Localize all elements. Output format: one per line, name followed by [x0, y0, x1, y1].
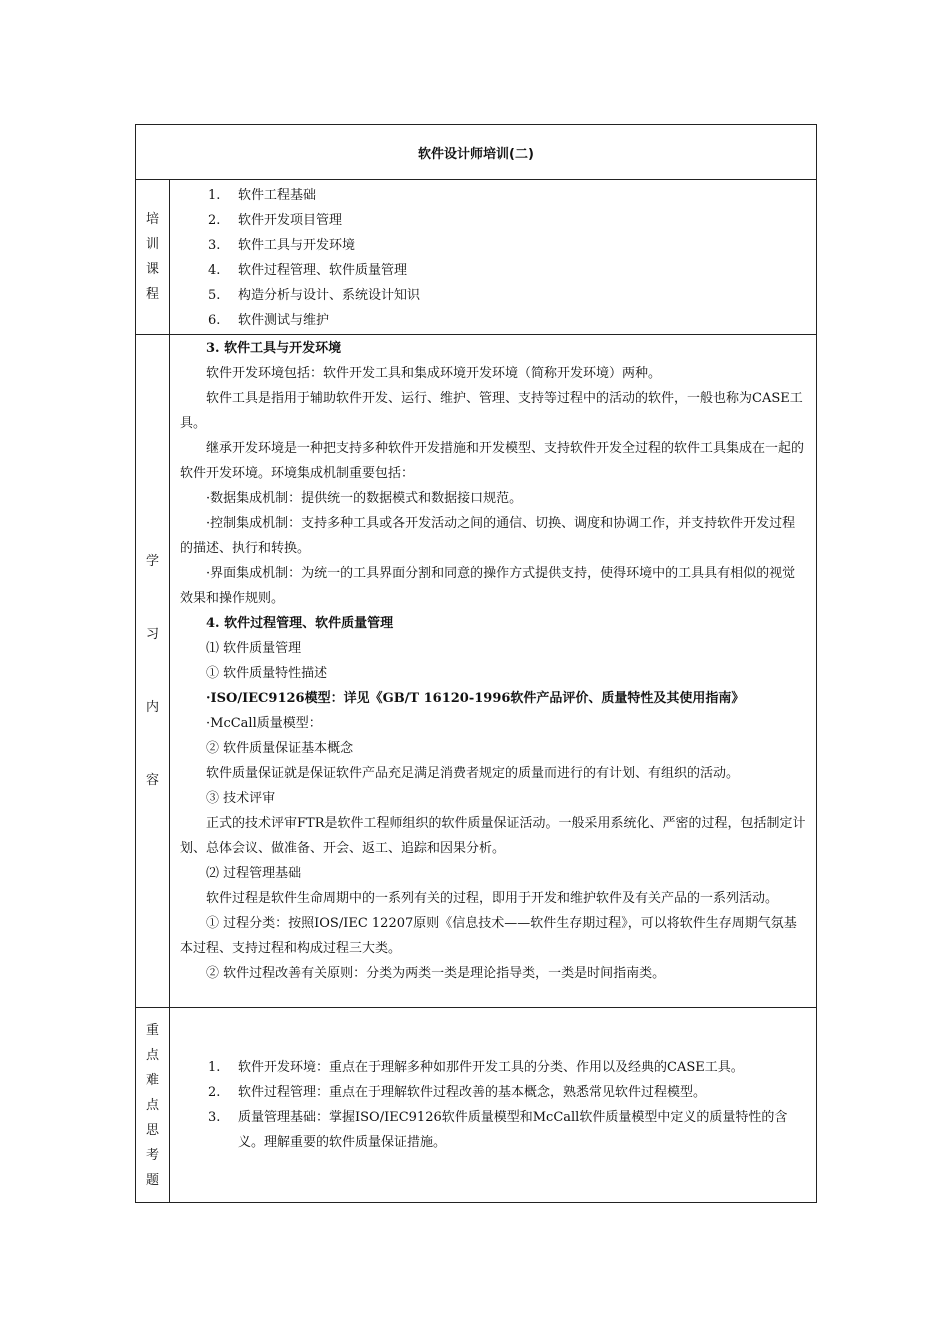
study-paragraph: ·数据集成机制：提供统一的数据模式和数据接口规范。 — [206, 491, 523, 506]
study-paragraph: ③ 技术评审 — [206, 791, 276, 806]
document-title: 软件设计师培训(二) — [418, 146, 534, 162]
list-item-number: 1. — [208, 188, 221, 203]
list-item-number: 5. — [208, 288, 221, 303]
training-row — [136, 179, 816, 334]
list-item-text: 软件过程管理：重点在于理解软件过程改善的基本概念，熟悉常见软件过程模型。 — [238, 1085, 707, 1100]
label-char: 重 — [145, 1022, 159, 1038]
study-label — [136, 335, 170, 1007]
list-item-text: 软件工具与开发环境 — [238, 238, 356, 253]
study-paragraph: ·ISO/IEC9126模型：详见《GB/T 16120-1996软件产品评价、质量特性及其使用指南》 — [206, 691, 745, 706]
study-paragraph: ⑴ 软件质量管理 — [206, 641, 302, 656]
study-paragraph: ·界面集成机制：为统一的工具界面分割和同意的操作方式提供支持，使得环境中的工具具有相似的视觉效果和操作规则。 — [180, 566, 796, 606]
label-char: 点 — [145, 1047, 159, 1063]
list-item-text: 软件开发项目管理 — [238, 213, 343, 228]
study-paragraph: 软件开发环境包括：软件开发工具和集成环境开发环境（简称开发环境）两种。 — [206, 366, 662, 381]
study-paragraph: 继承开发环境是一种把支持多种软件开发措施和开发模型、支持软件开发全过程的软件工具集成在一起的软件开发环境。环境集成机制重要包括： — [180, 441, 805, 481]
key-label — [136, 1008, 170, 1202]
label-char: 点 — [145, 1097, 159, 1113]
study-paragraph: ⑵ 过程管理基础 — [206, 866, 302, 881]
study-row — [136, 334, 816, 1007]
list-item-number: 2. — [208, 213, 221, 228]
list-item — [180, 183, 808, 208]
training-table — [135, 124, 817, 1203]
study-paragraph: 正式的技术评审FTR是软件工程师组织的软件质量保证活动。一般采用系统化、严密的过程，包括制定计划、总体会议、做准备、开会、返工、追踪和因果分析。 — [180, 816, 806, 856]
study-paragraph: ·McCall质量模型： — [206, 716, 322, 731]
list-item — [180, 233, 808, 258]
list-item — [180, 283, 808, 308]
training-label — [136, 180, 170, 334]
label-char: 课 — [145, 262, 159, 277]
title-row — [136, 125, 816, 179]
list-item-number: 4. — [208, 263, 221, 278]
study-paragraph: ② 软件质量保证基本概念 — [206, 741, 354, 756]
label-char: 思 — [145, 1122, 159, 1138]
list-item — [180, 258, 808, 283]
label-char: 考 — [145, 1147, 159, 1163]
list-item — [180, 1055, 808, 1080]
list-item-text: 软件开发环境：重点在于理解多种如那件开发工具的分类、作用以及经典的CASE工具。 — [238, 1060, 744, 1075]
study-paragraph: 软件质量保证就是保证软件产品充足满足消费者规定的质量而进行的有计划、有组织的活动。 — [206, 766, 740, 781]
training-list — [170, 180, 816, 334]
label-char: 程 — [145, 287, 159, 302]
label-char: 学 — [145, 554, 159, 569]
study-paragraph: ·控制集成机制：支持多种工具或各开发活动之间的通信、切换、调度和协调工作，并支持软件开发过程的描述、执行和转换。 — [180, 516, 796, 556]
label-char: 难 — [145, 1072, 159, 1088]
label-char: 习 — [145, 627, 159, 642]
label-char: 培 — [145, 212, 159, 227]
key-list — [170, 1008, 816, 1202]
list-item — [180, 1105, 808, 1155]
list-item-number: 6. — [208, 313, 221, 328]
list-item-text: 软件过程管理、软件质量管理 — [238, 263, 408, 278]
list-item — [180, 208, 808, 233]
study-paragraph: ② 软件过程改善有关原则：分类为两类一类是理论指导类，一类是时间指南类。 — [206, 966, 666, 981]
study-paragraph: 4. 软件过程管理、软件质量管理 — [206, 616, 394, 631]
list-item-number: 3. — [208, 1110, 221, 1125]
study-content — [170, 335, 816, 1007]
study-paragraph: ① 过程分类：按照IOS/IEC 12207原则《信息技术——软件生存期过程》，可以将软件生存周期气氛基本过程、支持过程和构成过程三大类。 — [180, 916, 797, 956]
study-paragraph: ① 软件质量特性描述 — [206, 666, 328, 681]
label-char: 题 — [145, 1172, 159, 1188]
study-paragraph: 软件过程是软件生命周期中的一系列有关的过程，即用于开发和维护软件及有关产品的一系列活动。 — [206, 891, 779, 906]
label-char: 内 — [145, 700, 159, 715]
list-item-number: 3. — [208, 238, 221, 253]
list-item — [180, 308, 808, 333]
list-item-number: 1. — [208, 1060, 221, 1075]
list-item-text: 软件工程基础 — [238, 188, 317, 203]
label-char: 训 — [145, 237, 159, 252]
study-paragraph: 3. 软件工具与开发环境 — [206, 341, 342, 356]
key-row — [136, 1007, 816, 1202]
list-item-number: 2. — [208, 1085, 221, 1100]
label-char: 容 — [145, 773, 159, 788]
list-item-text: 构造分析与设计、系统设计知识 — [238, 288, 421, 303]
list-item-text: 软件测试与维护 — [238, 313, 330, 328]
study-paragraph: 软件工具是指用于辅助软件开发、运行、维护、管理、支持等过程中的活动的软件，一般也称为CASE工具。 — [180, 391, 803, 431]
list-item — [180, 1080, 808, 1105]
list-item-text: 质量管理基础：掌握ISO/IEC9126软件质量模型和McCall软件质量模型中定义的质量特性的含义。理解重要的软件质量保证措施。 — [238, 1110, 788, 1150]
